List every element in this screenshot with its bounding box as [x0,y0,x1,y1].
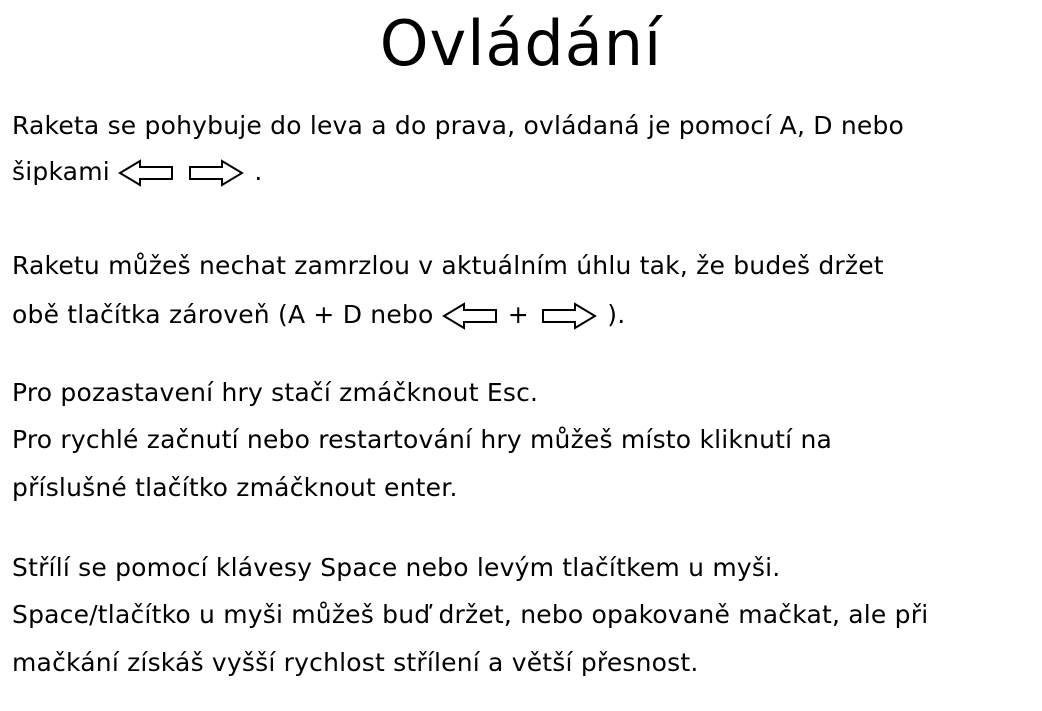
controls-movement-text: Raketa se pohybuje do leva a do prava, ovládaná je pomocí A, D nebo [12,111,905,140]
sentence-end: ). [607,300,626,329]
plus-sign: + [507,300,529,329]
freeze-keys-label: obě tlačítka zároveň (A + D nebo [12,300,434,329]
controls-shoot-tap-text: mačkání získáš vyšší rychlost střílení a větší přesnost. [12,648,699,677]
left-arrow-key-icon [118,158,176,188]
page-title: Ovládání [379,7,663,80]
controls-freeze-text: Raketu můžeš nechat zamrzlou v aktuálním úhlu tak, že budeš držet [12,251,884,280]
sentence-end: . [254,157,263,186]
controls-restart-text-cont: příslušné tlačítko zmáčknout enter. [12,473,458,502]
left-arrow-key-icon [442,301,500,331]
controls-movement-arrows-line [12,154,263,190]
right-arrow-key-icon [184,158,246,188]
controls-shoot-text: Střílí se pomocí klávesy Space nebo levým tlačítkem u myši. [12,553,781,582]
controls-restart-text: Pro rychlé začnutí nebo restartování hry můžeš místo kliknutí na [12,425,833,454]
right-arrow-key-icon [537,301,599,331]
controls-pause-text: Pro pozastavení hry stačí zmáčknout Esc. [12,378,539,407]
controls-shoot-hold-text: Space/tlačítko u myši můžeš buď držet, nebo opakovaně mačkat, ale při [12,600,929,629]
controls-freeze-keys-line [12,297,625,333]
arrows-label: šipkami [12,157,110,186]
